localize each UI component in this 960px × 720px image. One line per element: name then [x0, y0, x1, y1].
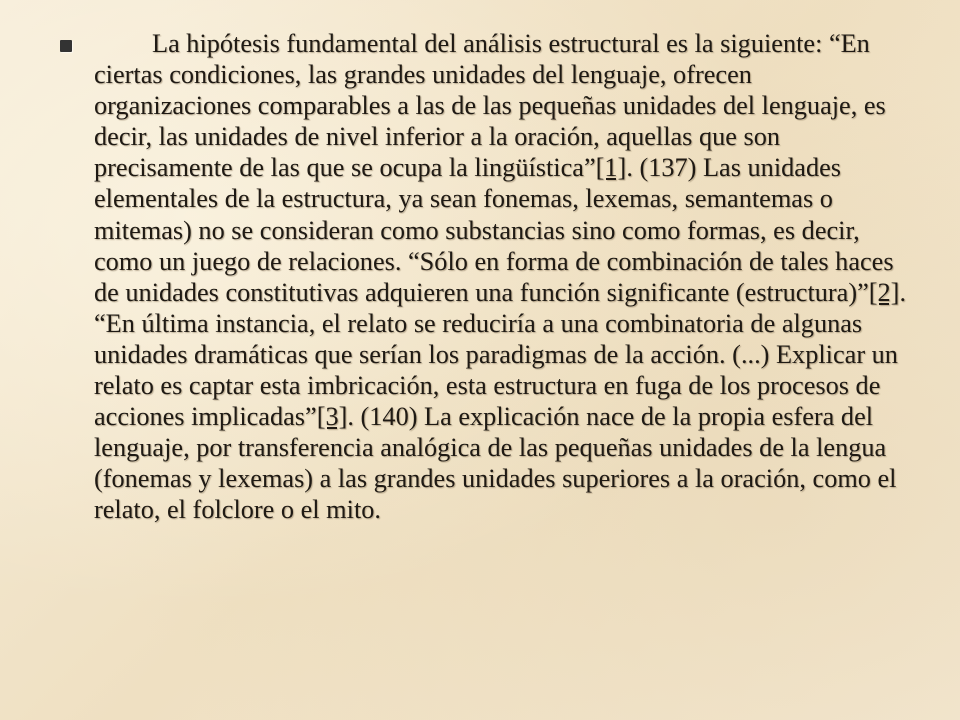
body-paragraph	[94, 28, 914, 526]
footnote-link-1[interactable]: [1]	[595, 153, 627, 183]
text-segment-3: . “En última instancia, el relato se reduciría a una combinatoria de algunas unidades dramáticas que serían los paradigmas de la acción. (...) Explicar un relato es captar esta imbricación, esta estructura en fuga de los procesos de acciones implicadas”	[94, 277, 907, 432]
text-segment-4: . (140) La explicación nace de la propia esfera del lenguaje, por transferencia analógica de las pequeñas unidades de la lengua (fonemas y lexemas) a las grandes unidades superiores a la oración, como el relato, el folclore o el mito.	[94, 402, 897, 525]
footnote-link-2[interactable]: [2]	[868, 277, 900, 307]
footnote-link-3[interactable]: [3]	[316, 402, 348, 432]
square-bullet-icon	[60, 40, 72, 52]
text-segment-2: . (137) Las unidades elementales de la estructura, ya sean fonemas, lexemas, semantemas o mitemas) no se consideran como substancias sino como formas, es decir, como un juego de relaciones. “Sólo en forma de combinación de tales haces de unidades constitutivas adquieren una función significante (estructura)”	[94, 153, 894, 307]
text-segment-1: La hipótesis fundamental del análisis estructural es la siguiente: “En ciertas condiciones, las grandes unidades del lenguaje, ofrecen organizaciones comparables a las de las pequeñas unidades del lenguaje, es decir, las unidades de nivel inferior a la oración, aquellas que son precisamente de las que se ocupa la lingüística”	[94, 29, 886, 183]
